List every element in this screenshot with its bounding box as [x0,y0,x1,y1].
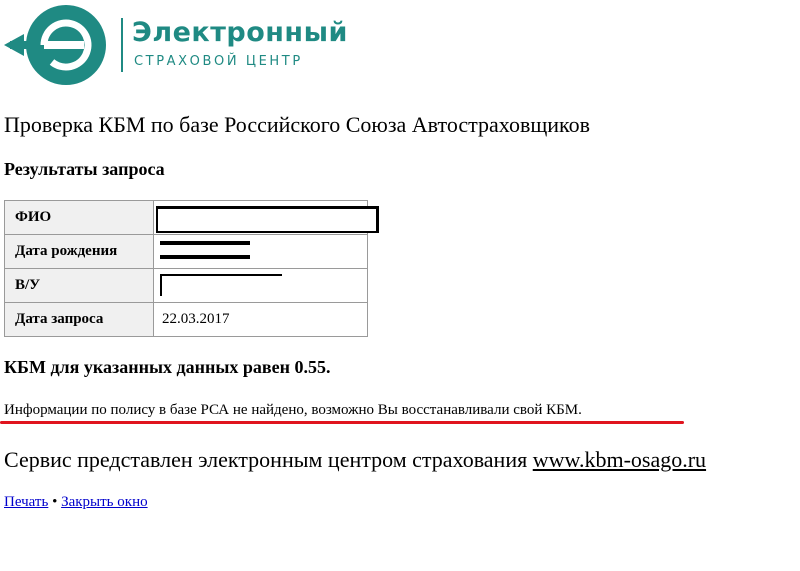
license-redaction [160,274,282,296]
license-value [154,269,368,303]
table-row [5,303,368,337]
footer-separator: • [52,494,58,510]
print-link[interactable]: Печать [4,494,49,510]
fio-redaction [156,206,379,233]
close-window-link[interactable]: Закрыть окно [61,494,148,510]
fio-value [154,201,368,235]
logo [4,4,348,86]
logo-title: Электронный [132,17,348,48]
service-text: Сервис представлен электронным центром страхования [4,447,533,472]
license-label: В/У [5,269,154,303]
birthdate-redaction [160,241,250,259]
rsa-note: Информации по полису в базе РСА не найдено, возможно Вы восстанавливали свой КБМ. [4,402,582,418]
request-date-value: 22.03.2017 [154,303,368,337]
birthdate-label: Дата рождения [5,235,154,269]
logo-divider [121,18,123,72]
electronic-insurance-center-logo-icon [4,4,114,86]
service-link[interactable]: www.kbm-osago.ru [532,447,707,472]
kbm-result: КБМ для указанных данных равен 0.55. [4,357,331,377]
footer-links [4,494,148,511]
fio-label: ФИО [5,201,154,235]
request-date-label: Дата запроса [5,303,154,337]
table-row [5,235,368,269]
service-note [4,447,706,473]
logo-subtitle: СТРАХОВОЙ ЦЕНТР [134,54,303,69]
results-table [4,200,368,337]
page-title: Проверка КБМ по базе Российского Союза Автостраховщиков [4,112,591,137]
table-row [5,201,368,235]
red-underline [0,421,684,424]
birthdate-value [154,235,368,269]
table-row [5,269,368,303]
results-heading: Результаты запроса [4,159,165,179]
